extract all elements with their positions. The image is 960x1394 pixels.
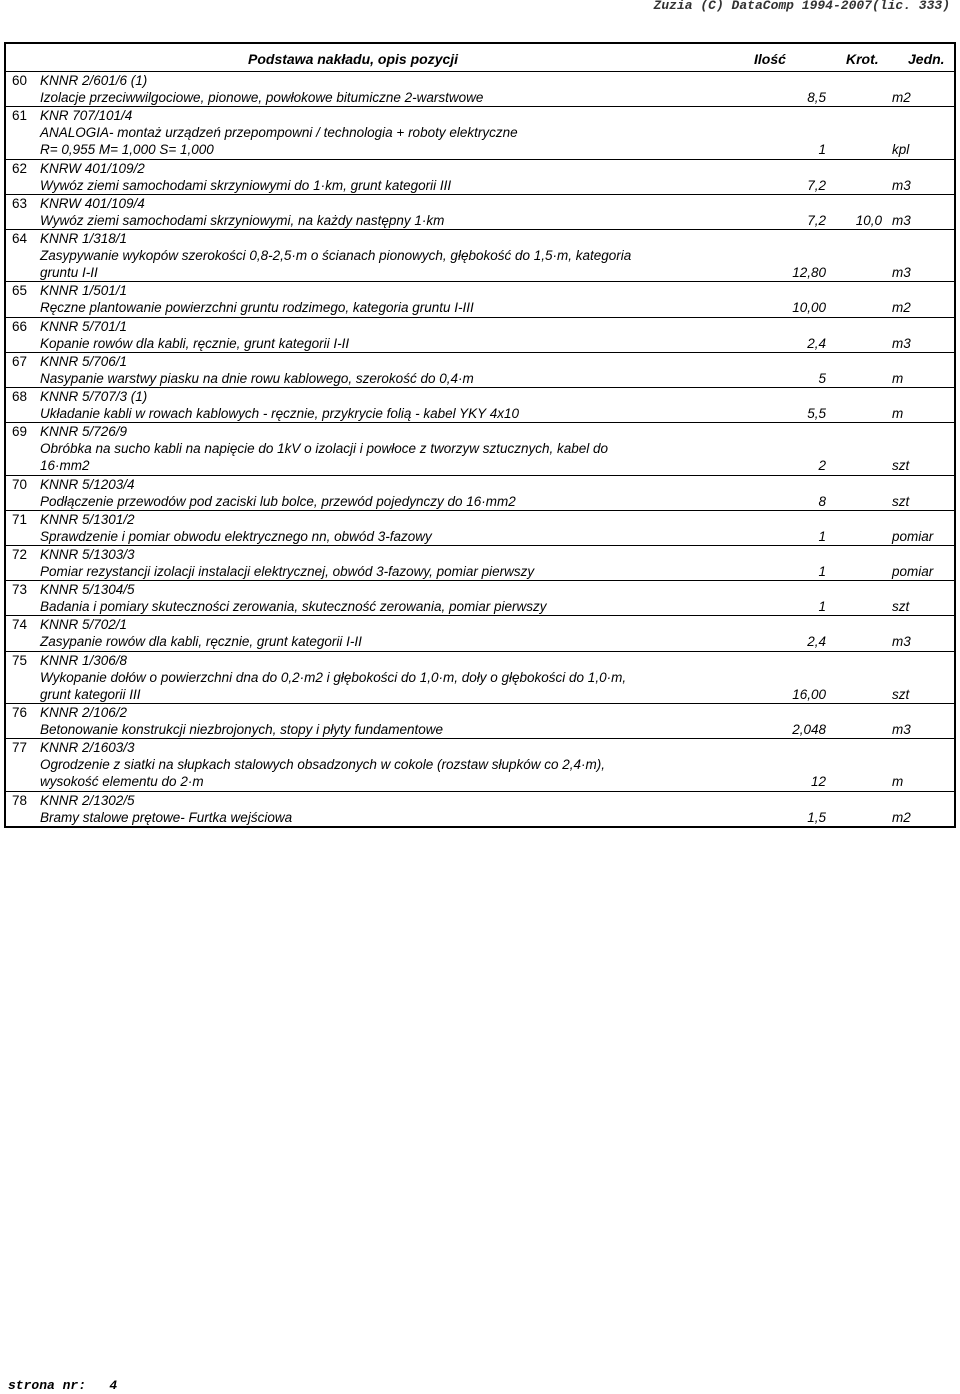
item-description: Zasypywanie wykopów szerokości 0,8-2,5·m o ścianach pionowych, głębokość do 1,5·m, kategoria gruntu I-II: [40, 248, 632, 281]
column-header-unit: Jedn.: [908, 51, 945, 67]
row-number: 64: [12, 231, 28, 247]
table-row: [6, 352, 954, 387]
table-row: [6, 475, 954, 510]
item-quantity: 8,5: [807, 90, 826, 105]
cost-estimate-table: [4, 42, 956, 828]
norm-code: KNNR 1/306/8: [40, 652, 128, 668]
item-quantity: 8: [818, 493, 826, 509]
item-description: Wykopanie dołów o powierzchni dna do 0,2·m2 i głębokości do 1,0·m, doły o głębokości do 1,0·m, grunt kategorii III: [40, 669, 627, 702]
row-number: 75: [12, 652, 28, 668]
item-description: Pomiar rezystancji izolacji instalacji elektrycznej, obwód 3-fazowy, pomiar pierwszy: [40, 564, 535, 580]
item-description: Nasypanie warstwy piasku na dnie rowu kablowego, szerokość do 0,4·m: [40, 370, 474, 386]
item-description: Badania i pomiary skuteczności zerowania, skuteczność zerowania, pomiar pierwszy: [40, 599, 547, 615]
table-row: [6, 317, 954, 352]
column-header-description: Podstawa nakładu, opis pozycji: [248, 51, 459, 67]
row-number: 62: [12, 160, 28, 176]
item-description: Układanie kabli w rowach kablowych - ręcznie, przykrycie folią - kabel YKY 4x10: [40, 406, 519, 422]
norm-code: KNNR 5/726/9: [40, 424, 128, 440]
norm-code: KNNR 2/601/6 (1): [40, 73, 148, 88]
norm-code: KNR 707/101/4: [40, 108, 133, 124]
item-quantity: 12,80: [792, 265, 826, 281]
norm-code: KNNR 1/318/1: [40, 231, 128, 247]
row-number: 69: [12, 424, 28, 440]
page-header-title: Zuzia (C) DataComp 1994-2007(lic. 333): [653, 0, 950, 13]
row-number: 76: [12, 705, 28, 721]
column-header-multiplier: Krot.: [846, 51, 879, 67]
table-row: [6, 387, 954, 422]
table-row: [6, 422, 954, 474]
norm-code: KNNR 5/707/3 (1): [40, 389, 148, 405]
item-multiplier: 10,0: [855, 212, 882, 228]
item-unit: m3: [892, 265, 911, 281]
table-row: [6, 106, 954, 158]
row-number: 70: [12, 476, 28, 492]
table-row: [6, 703, 954, 738]
row-number: 77: [12, 740, 28, 756]
table-row: [6, 615, 954, 650]
norm-code: KNNR 5/1304/5: [40, 582, 135, 598]
item-unit: szt: [892, 458, 910, 474]
norm-code: KNNR 5/706/1: [40, 353, 128, 369]
item-unit: szt: [892, 599, 910, 615]
norm-code: KNNR 5/1303/3: [40, 547, 135, 563]
item-description: Izolacje przeciwwilgociowe, pionowe, powłokowe bitumiczne 2-warstwowe: [40, 90, 484, 105]
table-row: [6, 229, 954, 281]
item-unit: m3: [892, 722, 911, 738]
table-row: [6, 71, 954, 106]
item-quantity: 5,5: [807, 406, 826, 422]
item-unit: szt: [892, 493, 910, 509]
item-unit: m: [892, 406, 904, 422]
page-number-label: strona nr:: [8, 1378, 87, 1393]
table-row: [6, 159, 954, 194]
norm-code: KNNR 1/501/1: [40, 283, 128, 299]
table-row: [6, 791, 954, 826]
item-description: Podłączenie przewodów pod zaciski lub bolce, przewód pojedynczy do 16·mm2: [40, 493, 516, 509]
item-description: Ręczne plantowanie powierzchni gruntu rodzimego, kategoria gruntu I-III: [40, 300, 474, 316]
item-quantity: 10,00: [792, 300, 826, 316]
norm-code: KNNR 5/1203/4: [40, 476, 135, 492]
item-quantity: 2,4: [807, 634, 826, 650]
norm-code: KNNR 2/1302/5: [40, 792, 135, 808]
item-quantity: 2,4: [807, 335, 826, 351]
item-unit: m3: [892, 335, 911, 351]
item-unit: m3: [892, 634, 911, 650]
page-footer: [8, 1378, 117, 1393]
row-number: 71: [12, 511, 28, 527]
item-unit: pomiar: [892, 528, 934, 544]
item-quantity: 1: [818, 599, 826, 615]
item-unit: m2: [892, 300, 911, 316]
table-row: [6, 510, 954, 545]
item-quantity: 16,00: [792, 686, 826, 702]
row-number: 74: [12, 617, 28, 633]
table-row: [6, 545, 954, 580]
table-row: [6, 580, 954, 615]
item-quantity: 2: [818, 458, 826, 474]
item-quantity: 12: [810, 774, 826, 790]
item-description: Betonowanie konstrukcji niezbrojonych, stopy i płyty fundamentowe: [40, 722, 443, 738]
page-number: 4: [109, 1378, 118, 1393]
norm-code: KNNR 5/701/1: [40, 318, 128, 334]
item-unit: szt: [892, 686, 910, 702]
item-description: Zasypanie rowów dla kabli, ręcznie, grunt kategorii I-II: [40, 634, 362, 650]
row-number: 66: [12, 318, 28, 334]
norm-code: KNRW 401/109/4: [40, 195, 145, 211]
column-header-quantity: Ilość: [754, 51, 786, 67]
item-unit: m3: [892, 212, 911, 228]
row-number: 72: [12, 547, 28, 563]
norm-code: KNNR 5/702/1: [40, 617, 128, 633]
item-quantity: 1: [818, 564, 826, 580]
item-unit: m3: [892, 177, 911, 193]
row-number: 61: [12, 108, 28, 124]
norm-code: KNNR 2/1603/3: [40, 740, 135, 756]
item-description: Obróbka na sucho kabli na napięcie do 1kV o izolacji i powłoce z tworzyw sztucznych, kabel do 16·mm2: [40, 441, 609, 474]
item-unit: kpl: [892, 142, 910, 158]
item-quantity: 7,2: [807, 212, 826, 228]
row-number: 63: [12, 195, 28, 211]
row-number: 65: [12, 283, 28, 299]
item-description: Sprawdzenie i pomiar obwodu elektrycznego nn, obwód 3-fazowy: [40, 528, 432, 544]
item-quantity: 1,5: [807, 809, 826, 825]
item-description: ANALOGIA- montaż urządzeń przepompowni / technologia + roboty elektryczne R= 0,955 M= 1,000 S= 1,000: [40, 125, 518, 158]
item-unit: m2: [892, 90, 911, 105]
item-unit: pomiar: [892, 564, 934, 580]
norm-code: KNNR 2/106/2: [40, 705, 128, 721]
norm-code: KNRW 401/109/2: [40, 160, 145, 176]
item-quantity: 7,2: [807, 177, 826, 193]
table-row: [6, 738, 954, 790]
item-unit: m: [892, 774, 904, 790]
item-quantity: 1: [818, 142, 826, 158]
item-unit: m: [892, 370, 904, 386]
table-row: [6, 651, 954, 703]
row-number: 60: [12, 73, 28, 88]
row-number: 67: [12, 353, 28, 369]
item-description: Bramy stalowe prętowe- Furtka wejściowa: [40, 809, 293, 825]
item-description: Ogrodzenie z siatki na słupkach stalowych obsadzonych w cokole (rozstaw słupków co 2,4·m), wysokość elementu do 2·m: [40, 757, 606, 790]
item-description: Wywóz ziemi samochodami skrzyniowymi do 1·km, grunt kategorii III: [40, 177, 452, 193]
table-header-row: [6, 44, 954, 71]
row-number: 73: [12, 582, 28, 598]
item-quantity: 2,048: [792, 722, 826, 738]
table-body: [6, 71, 954, 826]
item-quantity: 5: [818, 370, 826, 386]
item-description: Kopanie rowów dla kabli, ręcznie, grunt kategorii I-II: [40, 335, 350, 351]
row-number: 78: [12, 792, 28, 808]
table-row: [6, 194, 954, 229]
table-row: [6, 281, 954, 316]
item-unit: m2: [892, 809, 911, 825]
row-number: 68: [12, 389, 28, 405]
item-quantity: 1: [818, 528, 826, 544]
item-description: Wywóz ziemi samochodami skrzyniowymi, na każdy następny 1·km: [40, 212, 445, 228]
norm-code: KNNR 5/1301/2: [40, 511, 135, 527]
